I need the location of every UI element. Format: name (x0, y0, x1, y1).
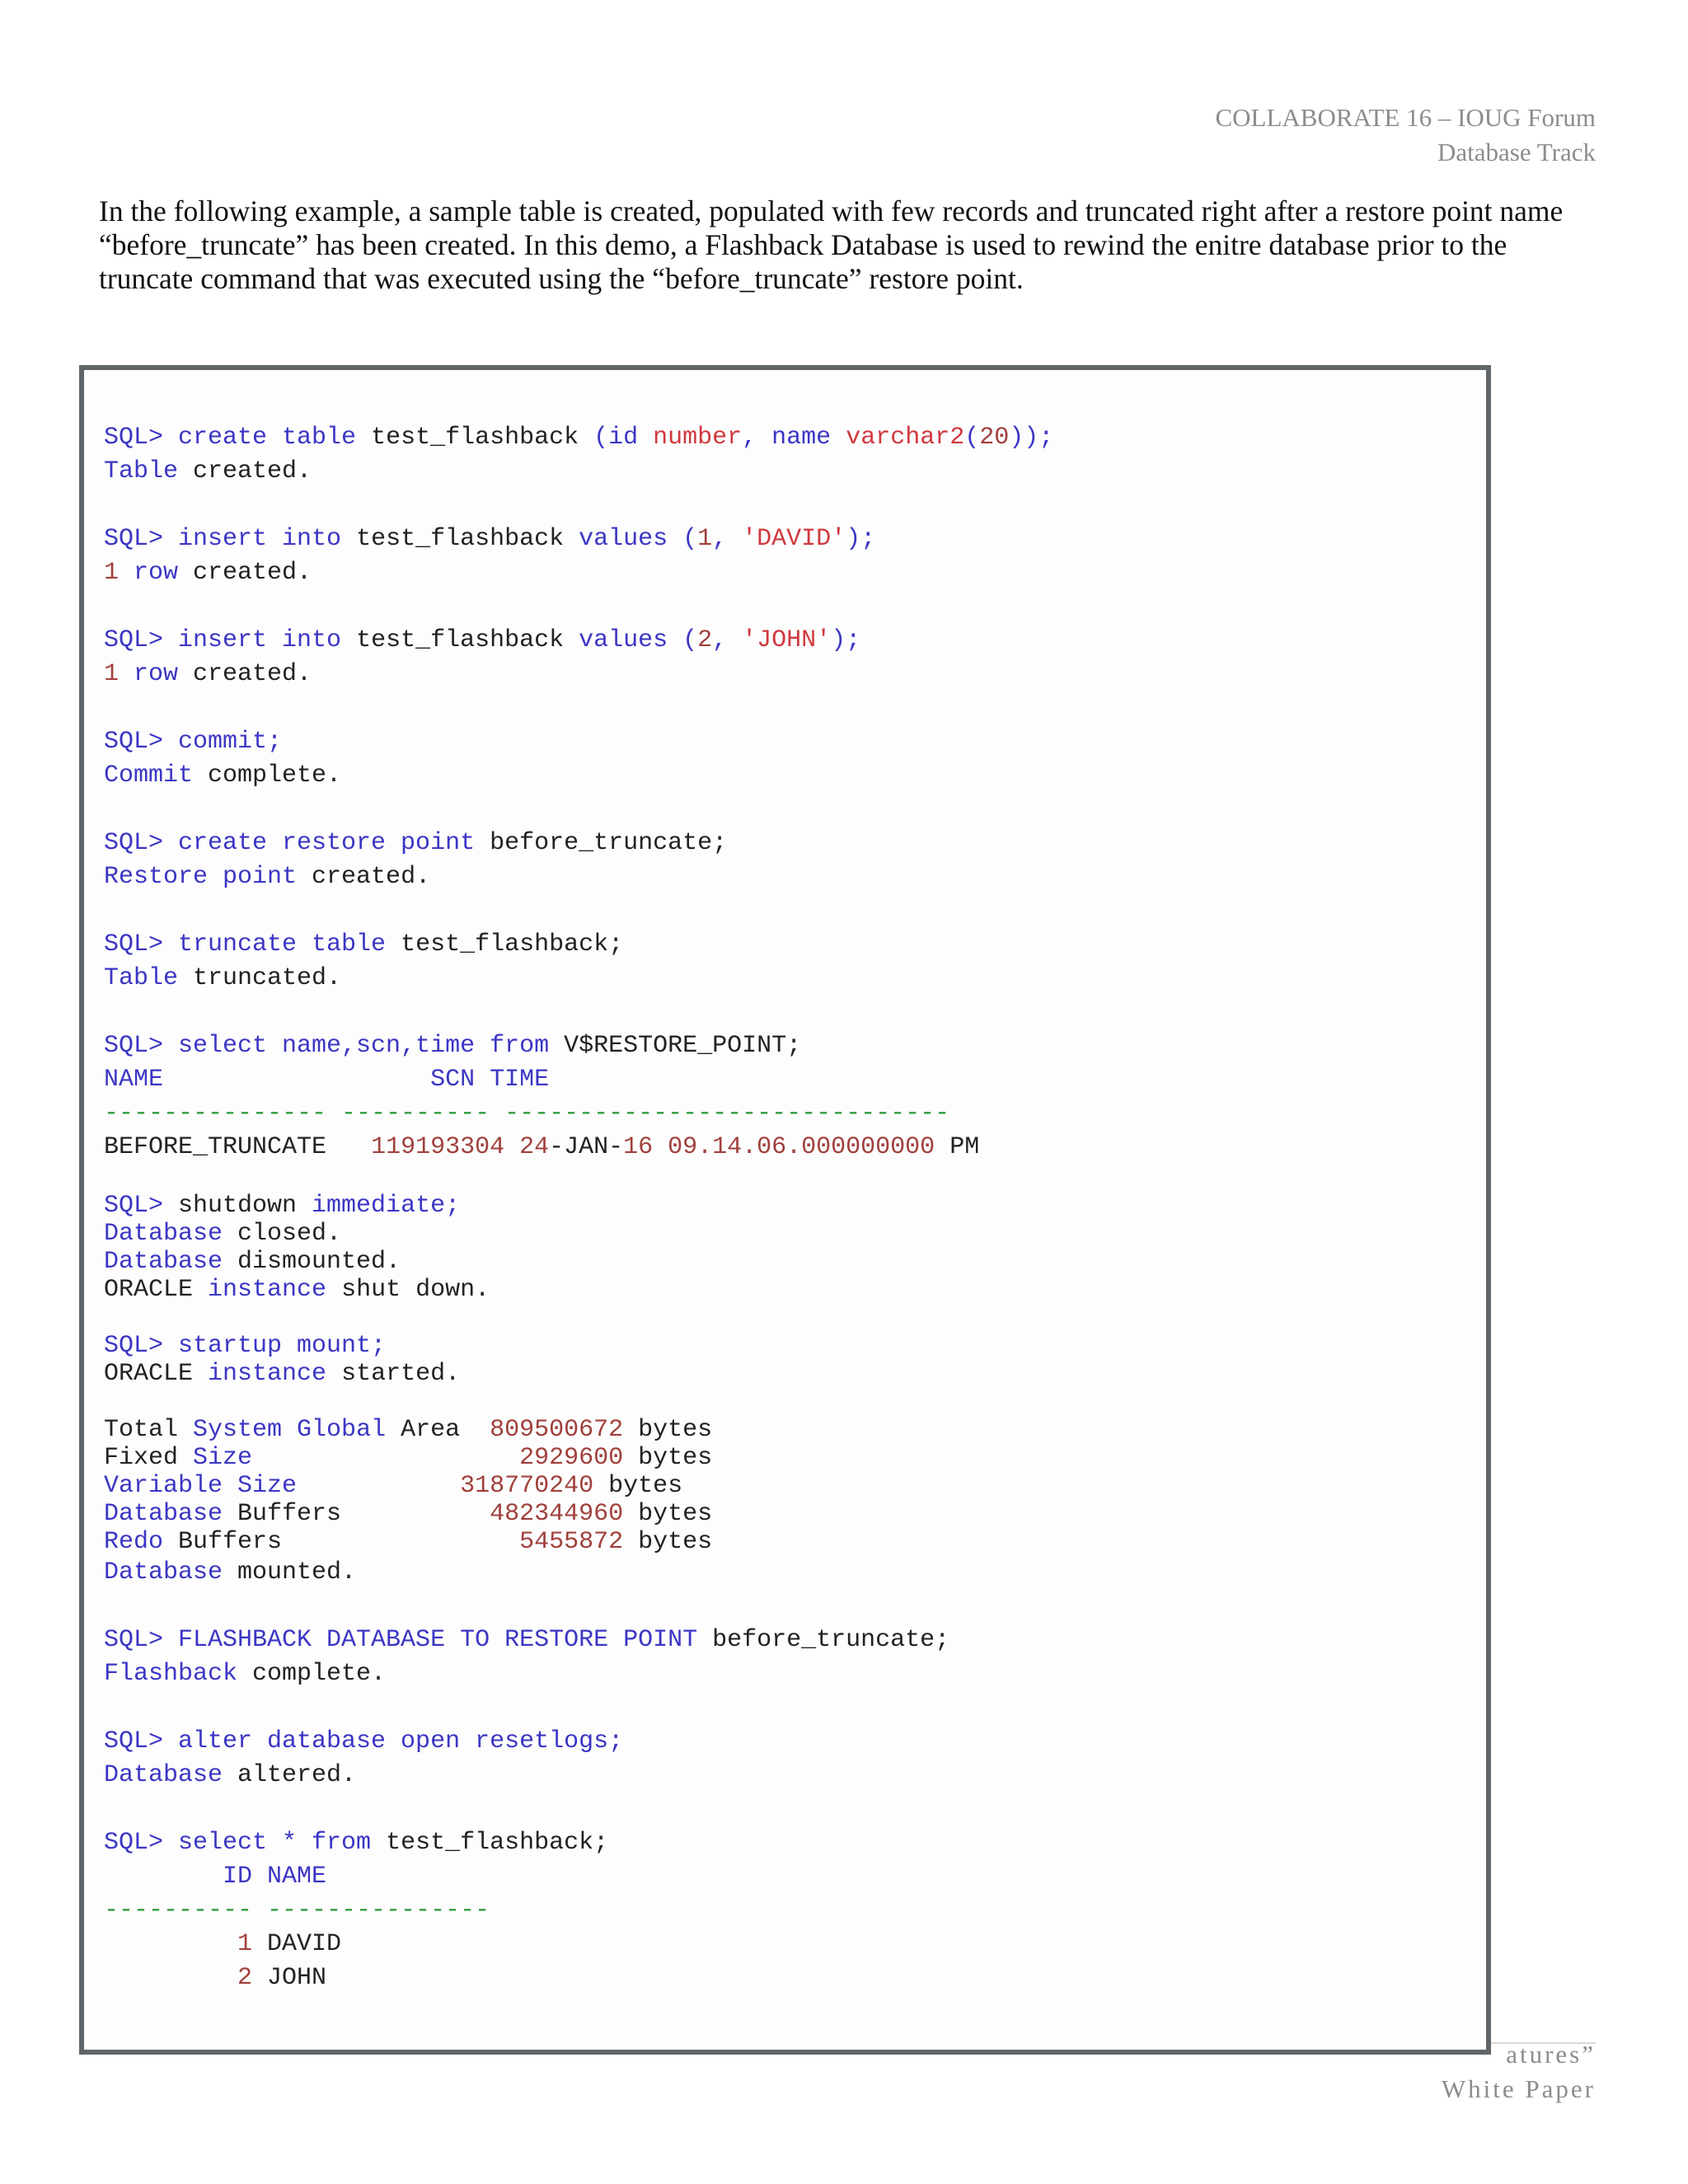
code-token: , (712, 626, 743, 654)
code-token: instance (208, 1360, 342, 1388)
code-line (104, 1192, 1053, 1220)
code-token: 1 (104, 1930, 268, 1958)
code-token: NAME SCN TIME (104, 1066, 550, 1094)
code-token: PM (950, 1133, 980, 1161)
footer-title-fragment: atures” (1506, 2040, 1596, 2069)
code-line (104, 860, 1053, 894)
code-token: started. (341, 1360, 461, 1388)
code-token: SQL> FLASHBACK DATABASE TO RESTORE POINT (104, 1626, 713, 1654)
code-line (104, 827, 1053, 860)
code-token: 1 (104, 559, 134, 587)
code-line (104, 928, 1053, 962)
code-token: ); (831, 626, 861, 654)
intro-text: In the following example, a sample table is created, populated with few records and truncated right after a restore point name “before_truncate” has been created. In this demo, a Flashback Database is used to rewind the enitre database prior to the truncate command that was executed using the “before_truncate” restore point. (99, 194, 1564, 295)
code-line (104, 1657, 1053, 1691)
code-line (104, 1131, 1053, 1165)
code-blank-line (104, 590, 1053, 624)
code-token: SQL> (104, 1192, 179, 1220)
code-token: 'DAVID' (742, 525, 846, 553)
header-track: Database Track (1437, 138, 1596, 166)
code-token: bytes (638, 1500, 713, 1528)
code-token: shutdown (178, 1192, 312, 1220)
code-token: created. (193, 457, 312, 485)
code-token: Database (104, 1248, 238, 1276)
code-token: SQL> create restore point (104, 829, 490, 857)
code-token: 2 (697, 626, 713, 654)
code-token: Database (104, 1558, 238, 1586)
code-token: number (653, 424, 743, 452)
code-blank-line (104, 1165, 1053, 1192)
code-token: bytes (638, 1416, 713, 1444)
code-line (104, 1500, 1053, 1528)
code-token: values ( (579, 525, 698, 553)
code-token: SQL> commit; (104, 728, 283, 756)
code-line (104, 1416, 1053, 1444)
code-line (104, 556, 1053, 590)
code-token: Size (193, 1444, 520, 1472)
code-line (104, 1276, 1053, 1304)
code-blank-line (104, 1388, 1053, 1416)
code-token: Table (104, 457, 194, 485)
code-token: -JAN- (549, 1133, 624, 1161)
code-token: Fixed (104, 1444, 194, 1472)
code-line (104, 1360, 1053, 1388)
code-line (104, 1063, 1053, 1097)
code-line (104, 523, 1053, 556)
code-token: 20 (979, 424, 1010, 452)
footer-white-paper: White Paper (1441, 2074, 1596, 2103)
code-token: Commit (104, 762, 209, 790)
code-token: instance (208, 1276, 342, 1304)
code-token: complete. (208, 762, 342, 790)
code-token: 2929600 (519, 1444, 639, 1472)
code-token: bytes (608, 1472, 683, 1500)
code-token: bytes (638, 1444, 713, 1472)
code-token: , (712, 525, 743, 553)
code-token: test_flashback (356, 525, 579, 553)
code-line (104, 1860, 1053, 1894)
code-line (104, 1556, 1053, 1590)
code-line (104, 1961, 1053, 1995)
code-token: 119193304 24 (371, 1133, 550, 1161)
code-token: Flashback (104, 1660, 253, 1688)
code-blank-line (104, 996, 1053, 1029)
code-token: 5455872 (519, 1528, 639, 1556)
code-line (104, 455, 1053, 489)
code-token: Buffers (178, 1528, 520, 1556)
code-token: ORACLE (104, 1276, 209, 1304)
code-token: 2 (104, 1964, 268, 1992)
code-token: Variable Size (104, 1472, 461, 1500)
code-line (104, 1725, 1053, 1759)
code-token: 16 09.14.06.000000000 (623, 1133, 950, 1161)
page-header (1215, 101, 1596, 170)
code-token: altered. (237, 1761, 357, 1789)
code-token: test_flashback; (386, 1829, 609, 1857)
code-token: complete. (252, 1660, 387, 1688)
code-token: 318770240 (460, 1472, 609, 1500)
code-token: created. (312, 863, 431, 891)
code-token: test_flashback; (401, 930, 624, 958)
code-line (104, 1444, 1053, 1472)
code-blank-line (104, 691, 1053, 725)
code-token: truncated. (193, 964, 342, 992)
code-token: test_flashback (356, 626, 579, 654)
code-token: Total (104, 1416, 194, 1444)
header-event: COLLABORATE 16 – IOUG Forum (1215, 103, 1596, 132)
code-token: 1 (697, 525, 713, 553)
code-blank-line (104, 1793, 1053, 1826)
code-token: SQL> select name,scn,time from (104, 1032, 565, 1060)
code-blank-line (104, 489, 1053, 523)
code-line (104, 1759, 1053, 1793)
code-line (104, 421, 1053, 455)
code-token: )); (1009, 424, 1054, 452)
code-token: ); (846, 525, 876, 553)
code-line (104, 1332, 1053, 1360)
code-token: ---------- --------------- (104, 1896, 490, 1924)
code-token: values ( (579, 626, 698, 654)
code-token: (id (593, 424, 654, 452)
code-token: ORACLE (104, 1360, 209, 1388)
code-line (104, 658, 1053, 691)
code-token: Buffers (237, 1500, 490, 1528)
code-token: SQL> alter database open resetlogs; (104, 1727, 624, 1755)
code-token: SQL> insert into (104, 525, 357, 553)
code-token: Table (104, 964, 194, 992)
code-token: ( (964, 424, 980, 452)
code-token: BEFORE_TRUNCATE (104, 1133, 372, 1161)
code-token: 1 (104, 660, 134, 688)
sql-code-block (79, 365, 1491, 2055)
code-token: DAVID (267, 1930, 342, 1958)
sql-code-listing (104, 421, 1053, 1995)
code-line (104, 759, 1053, 793)
code-line (104, 1472, 1053, 1500)
code-token: , name (742, 424, 846, 452)
code-token: JOHN (267, 1964, 327, 1992)
code-line (104, 725, 1053, 759)
code-token: closed. (237, 1220, 342, 1248)
code-token: SQL> create table (104, 424, 372, 452)
code-token: shut down. (341, 1276, 490, 1304)
code-token: 809500672 (490, 1416, 639, 1444)
code-line (104, 624, 1053, 658)
code-token: created. (193, 559, 312, 587)
code-token: 'JOHN' (742, 626, 832, 654)
code-line (104, 1928, 1053, 1961)
code-line (104, 1528, 1053, 1556)
code-token: dismounted. (237, 1248, 401, 1276)
code-token: Database (104, 1220, 238, 1248)
code-token: mounted. (237, 1558, 357, 1586)
code-blank-line (104, 793, 1053, 827)
code-token: created. (193, 660, 312, 688)
code-blank-line (104, 1691, 1053, 1725)
code-token: immediate; (312, 1192, 461, 1220)
code-line (104, 962, 1053, 996)
code-blank-line (104, 1304, 1053, 1332)
code-token: ID NAME (104, 1863, 327, 1891)
code-line (104, 1624, 1053, 1657)
code-line (104, 1029, 1053, 1063)
code-token: System Global (193, 1416, 401, 1444)
code-token: bytes (638, 1528, 713, 1556)
code-token: --------------- ---------- ------------------------------ (104, 1099, 950, 1127)
code-token: 482344960 (490, 1500, 639, 1528)
code-blank-line (104, 1590, 1053, 1624)
code-token: test_flashback (371, 424, 594, 452)
intro-paragraph (99, 194, 1582, 296)
code-line (104, 1220, 1053, 1248)
code-token: SQL> select * from (104, 1829, 387, 1857)
code-line (104, 1826, 1053, 1860)
code-token: Restore point (104, 863, 312, 891)
code-token: Database (104, 1761, 238, 1789)
code-token: V$RESTORE_POINT; (564, 1032, 802, 1060)
code-token: SQL> startup mount; (104, 1332, 387, 1360)
code-token: SQL> truncate table (104, 930, 401, 958)
code-token: before_truncate; (490, 829, 728, 857)
code-token: row (134, 559, 194, 587)
code-token: varchar2 (846, 424, 965, 452)
code-token: Area (401, 1416, 490, 1444)
code-line (104, 1248, 1053, 1276)
code-line (104, 1097, 1053, 1131)
code-token: Database (104, 1500, 238, 1528)
code-token: Redo (104, 1528, 179, 1556)
code-line (104, 1894, 1053, 1928)
code-token: SQL> insert into (104, 626, 357, 654)
code-token: before_truncate; (712, 1626, 950, 1654)
code-blank-line (104, 894, 1053, 928)
code-token: row (134, 660, 194, 688)
